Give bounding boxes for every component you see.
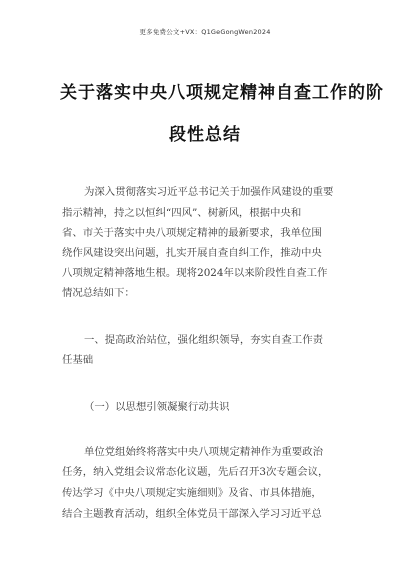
header-note: 更多免费公文+VX：Q1GeGongWen2024 [139,28,271,36]
sub-heading: （一）以思想引领凝聚行动共识 [84,401,230,413]
paragraph-line: 结合主题教育活动，组织全体党员干部深入学习习近平总 [62,508,322,520]
paragraph-line: 八项规定精神落地生根。现将2024年以来阶段性自查工作 [62,267,328,279]
document-title-line-1: 关于落实中央八项规定精神自查工作的阶 [60,83,384,103]
paragraph-line: 绕作风建设突出问题，扎实开展自查自纠工作，推动中央 [62,247,322,259]
section-heading-line: 一、提高政治站位，强化组织领导，夯实自查工作责 [84,334,323,346]
paragraph-line: 情况总结如下： [62,287,135,299]
paragraph-line: 单位党组始终将落实中央八项规定精神作为重要政治 [84,446,323,458]
section-heading-line: 任基础 [62,354,94,366]
paragraph-line: 任务，纳入党组会议常态化议题，先后召开3次专题会议， [62,466,329,478]
document-title-line-2: 段性总结 [169,125,241,145]
paragraph-line: 省、市关于落实中央八项规定精神的最新要求，我单位围 [62,227,322,239]
paragraph-line: 指示精神，持之以恒纠“四风”、树新风，根据中央和 [62,207,302,219]
paragraph-line: 为深入贯彻落实习近平总书记关于加强作风建设的重要 [84,186,334,198]
paragraph-line: 传达学习《中央八项规定实施细则》及省、市具体措施， [62,487,322,499]
